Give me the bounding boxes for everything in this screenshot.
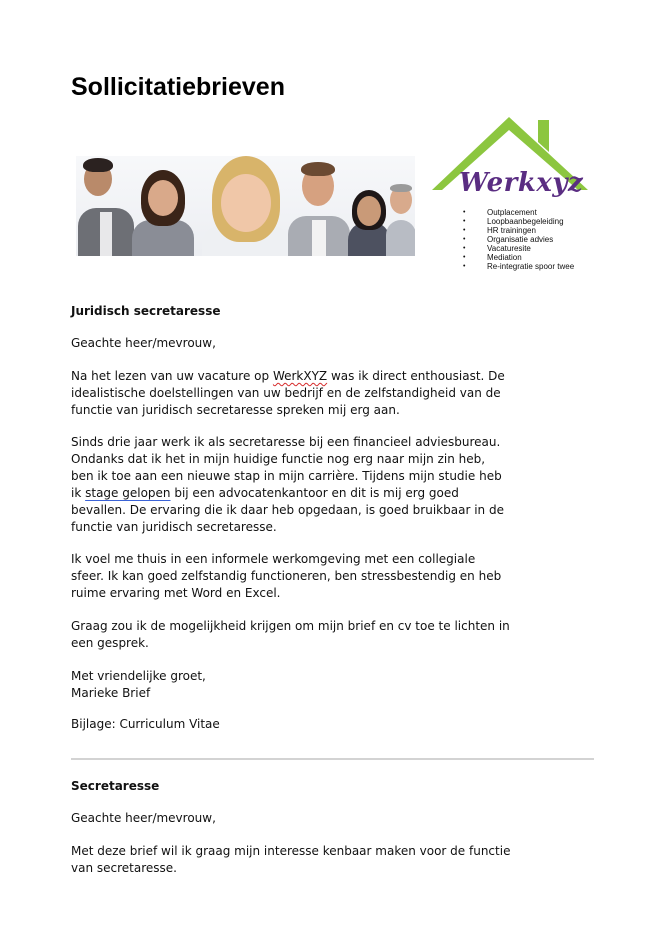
person-figure (76, 156, 136, 256)
list-item: • Re-integratie spoor twee (463, 262, 574, 271)
list-item: • Vacaturesite (463, 244, 574, 253)
list-item: • HR trainingen (463, 226, 574, 235)
list-item: • Loopbaanbegeleiding (463, 217, 574, 226)
spelling-error-mark: WerkXYZ (272, 369, 328, 383)
grammar-mark: stage gelopen (85, 486, 171, 500)
letter-greeting: Geachte heer/mevrouw, (71, 811, 216, 825)
letter-paragraph: Ik voel me thuis in een informele werkomgeving met een collegiale sfeer. Ik kan goed zelfstandig functioneren, ben stressbestendig en heb ruime ervaring met Word en Excel. (71, 552, 502, 600)
section-divider (71, 758, 594, 760)
list-item: • Organisatie advies (463, 235, 574, 244)
letter-title: Secretaresse (71, 779, 160, 793)
letter-greeting: Geachte heer/mevrouw, (71, 336, 216, 350)
letter-paragraph: Na het lezen van uw vacature op WerkXYZ was ik direct enthousiast. De idealistische doelstellingen van uw bedrijf en de zelfstandigheid van de functie van juridisch secretaresse spreken mij erg aan. (71, 369, 505, 417)
person-figure (196, 156, 296, 256)
letter-paragraph: Met deze brief wil ik graag mijn interesse kenbaar maken voor de functie van secretaresse. (71, 844, 511, 875)
letter-attachment: Bijlage: Curriculum Vitae (71, 717, 220, 731)
person-figure (384, 156, 415, 256)
list-item: • Mediation (463, 253, 574, 262)
signature-name: Marieke Brief (71, 686, 151, 700)
letter-paragraph: Sinds drie jaar werk ik als secretaresse bij een financieel adviesbureau. Ondanks dat ik het in mijn huidige functie nog erg naar mijn zin heb, ben ik toe aan een nieuwe stap in mijn carrière. Tijdens mijn studie heb ik stage gelopen bij een advocatenkantoor en dit is mij erg goed bevallen. De ervaring die ik daar heb opgedaan, is goed bruikbaar in de functie van juridisch secretaresse. (71, 435, 504, 534)
letter-paragraph: Graag zou ik de mogelijkheid krijgen om mijn brief en cv toe te lichten in een gesprek. (71, 619, 510, 650)
person-figure (128, 156, 198, 256)
page-title: Sollicitatiebrieven (71, 73, 285, 101)
logo-brand-text: Werkxyz (459, 168, 584, 198)
letter-title: Juridisch secretaresse (71, 304, 221, 318)
business-team-photo (76, 156, 415, 256)
person-figure (286, 156, 352, 256)
services-list (463, 208, 574, 271)
list-item: • Outplacement (463, 208, 574, 217)
letter-closing: Met vriendelijke groet, Marieke Brief (71, 668, 511, 702)
